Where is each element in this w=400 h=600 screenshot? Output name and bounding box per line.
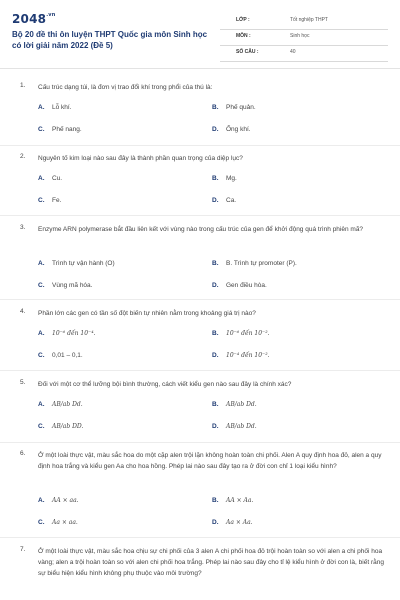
question-number: 2. (20, 153, 26, 160)
document-meta (220, 14, 388, 62)
option-text: Mg. (226, 175, 237, 182)
option-b[interactable] (212, 175, 237, 182)
option-key: B. (212, 104, 219, 111)
logo-suffix: .vn (46, 12, 56, 18)
question-stem: Phần lớn các gen có tần số đột biến tự nhiên nằm trong khoảng giá trị nào? (38, 310, 256, 317)
option-c[interactable] (38, 352, 83, 359)
option-text: Cu. (52, 175, 63, 182)
option-text: Aa × Aa. (226, 519, 253, 526)
option-a[interactable] (38, 497, 79, 504)
meta-label: SỐ CÂU : (236, 49, 259, 55)
option-text: 10⁻⁶ đến 10⁻². (226, 330, 270, 337)
option-key: C. (38, 197, 45, 204)
option-key: B. (212, 497, 219, 504)
meta-label: MÔN : (236, 33, 251, 39)
option-text: AA × Aa. (226, 497, 254, 504)
option-key: B. (212, 260, 219, 267)
question-stem: Nguyên tố kim loại nào sau đây là thành phần quan trọng của diệp lục? (38, 155, 243, 162)
question-stem: Đối với một cơ thể lưỡng bội bình thường, cách viết kiểu gen nào sau đây là chính xác? (38, 381, 292, 388)
option-text: Trình tự vận hành (O) (52, 260, 115, 267)
option-text: Fe. (52, 197, 62, 204)
document-header (12, 10, 388, 68)
meta-row-class (220, 14, 388, 30)
meta-value: 40 (290, 49, 296, 55)
option-b[interactable] (212, 104, 256, 111)
option-text: Gen điều hòa. (226, 282, 267, 289)
question-divider (0, 215, 400, 216)
question-number: 3. (20, 224, 26, 231)
option-key: D. (212, 352, 219, 359)
option-c[interactable] (38, 197, 61, 204)
option-a[interactable] (38, 401, 83, 408)
option-b[interactable] (212, 330, 270, 337)
question-stem: Enzyme ARN polymerase bắt đầu liên kết với vùng nào trong cấu trúc của gen để khởi động quá trình phiên mã? (38, 226, 364, 233)
question-stem: Ở một loài thực vật, màu sắc hoa do một cặp alen trội lặn không hoàn toàn chi phối. Alen A quy định hoa đỏ, alen a quy định hoa trắng và kiểu gen Aa cho hoa hồng. Phép lai nào sau đây tạo ra ở đời con chỉ 1 loại kiểu hình? (38, 452, 382, 470)
question-number: 1. (20, 82, 26, 89)
question-stem: Cấu trúc dạng túi, là đơn vị trao đổi khí trong phổi của thú là: (38, 84, 213, 91)
option-c[interactable] (38, 519, 78, 526)
question-number: 4. (20, 308, 26, 315)
meta-label: LỚP : (236, 17, 250, 23)
question-stem: Ở một loài thực vật, màu sắc hoa chịu sự chi phối của 3 alen A chi phối hoa đỏ trội hoàn toàn so với alen a chi phối hoa vàng; alen a trội hoàn toàn so với alen chi phối hoa trắng. Phép lai nào sau đây cho tỉ lệ kiểu hình ở đời con là, biết rằng sự biểu hiện kiểu hình không phụ thuộc vào môi trường? (38, 548, 384, 577)
meta-value: Tốt nghiệp THPT (290, 17, 328, 23)
option-key: B. (212, 330, 219, 337)
header-divider (0, 68, 400, 69)
option-b[interactable] (212, 497, 253, 504)
option-text: Ống khí. (226, 126, 251, 133)
option-key: A. (38, 401, 45, 408)
option-key: D. (212, 519, 219, 526)
meta-row-question-count (220, 46, 388, 62)
question-number: 7. (20, 546, 26, 553)
option-key: A. (38, 175, 45, 182)
option-text: AA × aa. (52, 497, 79, 504)
question-divider (0, 537, 400, 538)
option-text: Phế quản. (226, 104, 256, 111)
option-text: AB/ab DD. (52, 423, 84, 430)
option-key: D. (212, 282, 219, 289)
meta-value: Sinh học (290, 33, 310, 39)
option-key: C. (38, 352, 45, 359)
option-text: 10⁻⁴ đến 10⁻². (226, 352, 270, 359)
option-c[interactable] (38, 282, 92, 289)
option-b[interactable] (212, 260, 297, 267)
option-key: B. (212, 401, 219, 408)
question-divider (0, 299, 400, 300)
question-number: 5. (20, 379, 26, 386)
document-title: Bộ 20 đề thi ôn luyện THPT Quốc gia môn Sinh học có lời giải năm 2022 (Đề 5) (12, 30, 208, 50)
option-key: C. (38, 519, 45, 526)
option-d[interactable] (212, 282, 267, 289)
site-logo[interactable] (12, 12, 56, 26)
option-d[interactable] (212, 126, 251, 133)
option-a[interactable] (38, 330, 96, 337)
question-divider (0, 370, 400, 371)
option-key: D. (212, 126, 219, 133)
option-key: A. (38, 497, 45, 504)
option-key: D. (212, 423, 219, 430)
option-c[interactable] (38, 126, 82, 133)
option-b[interactable] (212, 401, 257, 408)
option-a[interactable] (38, 175, 62, 182)
question-number: 6. (20, 450, 26, 457)
option-text: AB/ab Dd. (52, 401, 83, 408)
option-key: C. (38, 126, 45, 133)
question-divider (0, 442, 400, 443)
option-text: Phế nang. (52, 126, 82, 133)
option-text: AB/ab Dd. (226, 423, 257, 430)
option-text: Aa × aa. (52, 519, 78, 526)
option-key: B. (212, 175, 219, 182)
option-d[interactable] (212, 197, 236, 204)
option-text: 0,01 – 0,1. (52, 352, 83, 359)
option-text: 10⁻⁶ đến 10⁻⁴. (52, 330, 96, 337)
option-a[interactable] (38, 260, 115, 267)
option-key: A. (38, 330, 45, 337)
option-key: D. (212, 197, 219, 204)
option-text: B. Trình tự promoter (P). (226, 260, 297, 267)
option-text: Lỗ khí. (52, 104, 72, 111)
question-divider (0, 145, 400, 146)
option-d[interactable] (212, 519, 253, 526)
logo-text: 2048 (12, 12, 47, 26)
option-text: AB/ab Dd. (226, 401, 257, 408)
option-text: Ca. (226, 197, 237, 204)
option-a[interactable] (38, 104, 72, 111)
option-key: C. (38, 423, 45, 430)
option-key: C. (38, 282, 45, 289)
option-key: A. (38, 104, 45, 111)
option-text: Vùng mã hóa. (52, 282, 93, 289)
option-d[interactable] (212, 423, 257, 430)
meta-row-subject (220, 30, 388, 46)
option-d[interactable] (212, 352, 270, 359)
option-c[interactable] (38, 423, 83, 430)
option-key: A. (38, 260, 45, 267)
